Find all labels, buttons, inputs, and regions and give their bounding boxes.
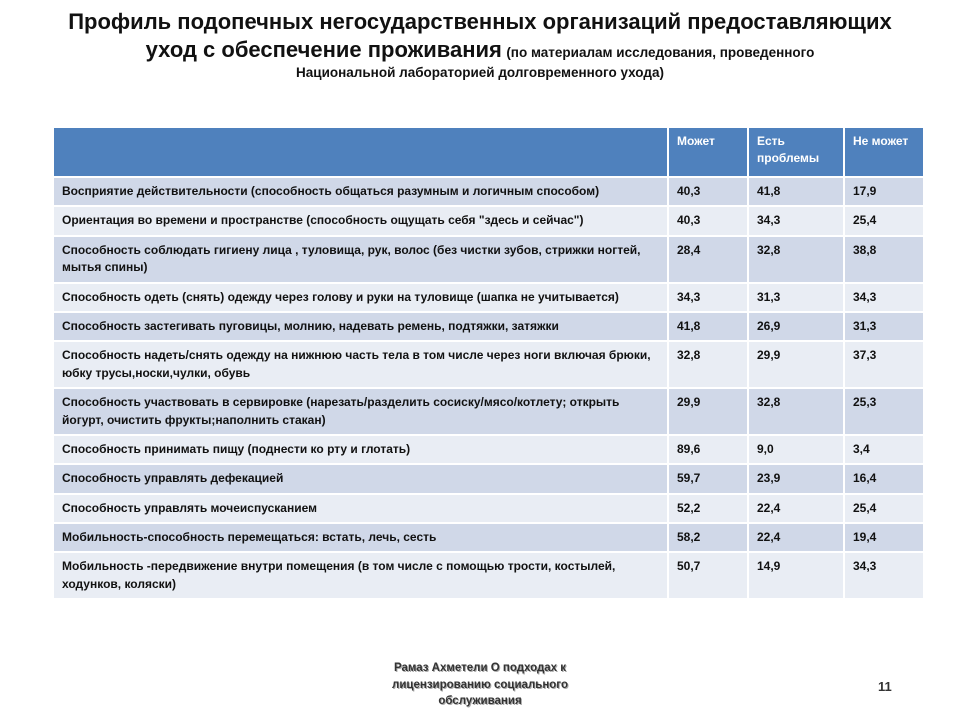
row-cannot: 31,3 xyxy=(844,312,924,341)
header-cannot: Не может xyxy=(844,127,924,177)
row-problems: 22,4 xyxy=(748,523,844,552)
row-label: Восприятие действительности (способность общаться разумным и логичным способом) xyxy=(53,177,668,206)
table-row xyxy=(53,435,924,464)
row-problems: 32,8 xyxy=(748,236,844,283)
row-can: 29,9 xyxy=(668,388,748,435)
row-label: Мобильность -передвижение внутри помещения (в том числе с помощью трости, костылей, ходунков, коляски) xyxy=(53,552,668,599)
row-label: Мобильность-способность перемещаться: встать, лечь, сесть xyxy=(53,523,668,552)
row-can: 52,2 xyxy=(668,494,748,523)
footer-citation: Рамаз Ахметели О подходах к лицензированию социального обслуживания xyxy=(392,662,568,708)
row-problems: 26,9 xyxy=(748,312,844,341)
row-problems: 34,3 xyxy=(748,206,844,235)
table-row xyxy=(53,523,924,552)
title-line-1: Профиль подопечных негосударственных организаций предоставляющих xyxy=(68,9,892,34)
table-header-row xyxy=(53,127,924,177)
row-cannot: 16,4 xyxy=(844,464,924,493)
subtitle-part-2: Национальной лабораторией долговременного ухода) xyxy=(296,65,664,81)
row-problems: 22,4 xyxy=(748,494,844,523)
slide-title xyxy=(40,8,920,82)
row-problems: 32,8 xyxy=(748,388,844,435)
row-label: Способность соблюдать гигиену лица , туловища, рук, волос (без чистки зубов, стрижки ногтей, мытья спины) xyxy=(53,236,668,283)
row-can: 59,7 xyxy=(668,464,748,493)
page-number: 11 xyxy=(878,679,892,694)
header-can: Может xyxy=(668,127,748,177)
table-row xyxy=(53,312,924,341)
row-problems: 9,0 xyxy=(748,435,844,464)
table-row xyxy=(53,552,924,599)
row-cannot: 38,8 xyxy=(844,236,924,283)
table-row xyxy=(53,283,924,312)
row-label: Способность одеть (снять) одежду через голову и руки на туловище (шапка не учитывается) xyxy=(53,283,668,312)
row-label: Способность управлять мочеиспусканием xyxy=(53,494,668,523)
row-can: 32,8 xyxy=(668,341,748,388)
header-problems: Есть проблемы xyxy=(748,127,844,177)
row-can: 58,2 xyxy=(668,523,748,552)
row-cannot: 25,4 xyxy=(844,494,924,523)
row-label: Способность надеть/снять одежду на нижнюю часть тела в том числе через ноги включая брюки, юбку трусы,носки,чулки, обувь xyxy=(53,341,668,388)
table-row xyxy=(53,464,924,493)
row-problems: 23,9 xyxy=(748,464,844,493)
table-row xyxy=(53,341,924,388)
table-row xyxy=(53,206,924,235)
row-can: 28,4 xyxy=(668,236,748,283)
table-row xyxy=(53,388,924,435)
row-cannot: 34,3 xyxy=(844,283,924,312)
row-can: 40,3 xyxy=(668,177,748,206)
row-cannot: 34,3 xyxy=(844,552,924,599)
row-can: 40,3 xyxy=(668,206,748,235)
row-cannot: 25,3 xyxy=(844,388,924,435)
row-cannot: 3,4 xyxy=(844,435,924,464)
header-label-col xyxy=(53,127,668,177)
row-label: Способность застегивать пуговицы, молнию, надевать ремень, подтяжки, затяжки xyxy=(53,312,668,341)
table-row xyxy=(53,177,924,206)
title-line-2-wrapper xyxy=(40,36,920,64)
row-problems: 41,8 xyxy=(748,177,844,206)
table-row xyxy=(53,494,924,523)
table-row xyxy=(53,236,924,283)
row-cannot: 19,4 xyxy=(844,523,924,552)
row-can: 50,7 xyxy=(668,552,748,599)
row-cannot: 25,4 xyxy=(844,206,924,235)
row-problems: 14,9 xyxy=(748,552,844,599)
row-cannot: 37,3 xyxy=(844,341,924,388)
row-problems: 31,3 xyxy=(748,283,844,312)
row-cannot: 17,9 xyxy=(844,177,924,206)
row-label: Ориентация во времени и пространстве (способность ощущать себя "здесь и сейчас") xyxy=(53,206,668,235)
row-label: Способность участвовать в сервировке (нарезать/разделить сосиску/мясо/котлету; открыть йогурт, очистить фрукты;наполнить стакан) xyxy=(53,388,668,435)
row-can: 34,3 xyxy=(668,283,748,312)
title-line-2: уход с обеспечение проживания xyxy=(145,37,502,63)
subtitle-part-1: (по материалам исследования, проведенного xyxy=(506,45,815,61)
row-can: 89,6 xyxy=(668,435,748,464)
abilities-table xyxy=(52,126,925,600)
row-can: 41,8 xyxy=(668,312,748,341)
row-label: Способность принимать пищу (поднести ко рту и глотать) xyxy=(53,435,668,464)
row-label: Способность управлять дефекацией xyxy=(53,464,668,493)
row-problems: 29,9 xyxy=(748,341,844,388)
